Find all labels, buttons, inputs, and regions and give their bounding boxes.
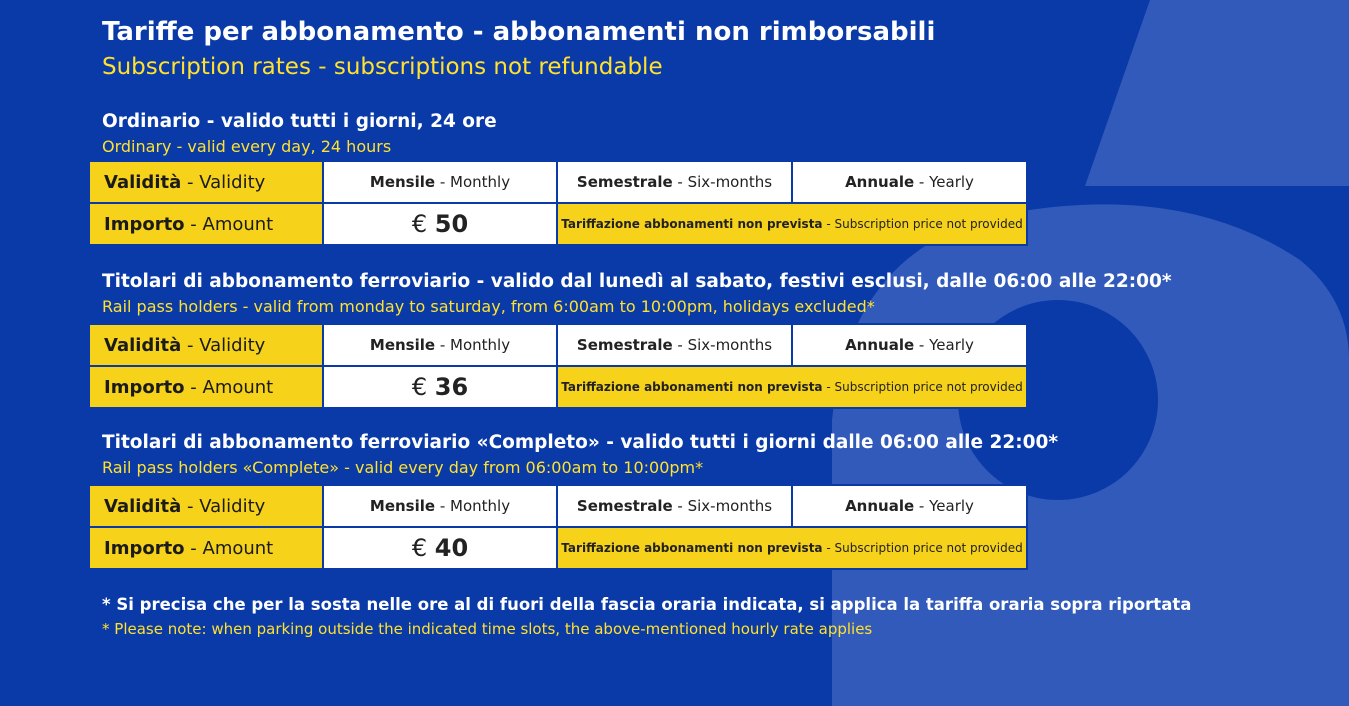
monthly-price-value: 36: [434, 373, 469, 401]
rates-table-rail-pass: [88, 323, 1028, 409]
price-not-provided-cell: Tariffazione abbonamenti non prevista - Subscription price not provided: [557, 203, 1027, 245]
validity-row: [89, 485, 1027, 527]
footer-note-english: * Please note: when parking outside the indicated time slots, the above-mentioned hourly rate applies: [102, 620, 873, 638]
monthly-price-cell: € 40: [323, 527, 557, 569]
amount-row: [89, 203, 1027, 245]
monthly-price-value: 50: [434, 210, 469, 238]
monthly-price-value: 40: [434, 534, 469, 562]
amount-label-cell: Importo - Amount: [89, 203, 323, 245]
sixmonths-header-cell: Semestrale - Six-months: [557, 161, 792, 203]
sixmonths-header-cell: Semestrale - Six-months: [557, 485, 792, 527]
section-title-rail-pass-complete: Titolari di abbonamento ferroviario «Completo» - valido tutti i giorni dalle 06:00 alle 22:00*: [102, 432, 1059, 453]
validity-row: [89, 161, 1027, 203]
amount-row: [89, 527, 1027, 569]
validity-row: [89, 324, 1027, 366]
section-title-rail-pass: Titolari di abbonamento ferroviario - valido dal lunedì al sabato, festivi esclusi, dalle 06:00 alle 22:00*: [102, 271, 1172, 292]
rates-table-rail-pass-complete: [88, 484, 1028, 570]
monthly-price-cell: € 50: [323, 203, 557, 245]
yearly-header-cell: Annuale - Yearly: [792, 161, 1027, 203]
footer-note-italian: * Si precisa che per la sosta nelle ore al di fuori della fascia oraria indicata, si applica la tariffa oraria sopra riportata: [102, 595, 1192, 614]
price-not-provided-cell: Tariffazione abbonamenti non prevista - Subscription price not provided: [557, 527, 1027, 569]
yearly-header-cell: Annuale - Yearly: [792, 324, 1027, 366]
section-subtitle-rail-pass-complete: Rail pass holders «Complete» - valid every day from 06:00am to 10:00pm*: [102, 458, 704, 477]
validity-label-cell: Validità - Validity: [89, 161, 323, 203]
monthly-header-cell: Mensile - Monthly: [323, 485, 557, 527]
monthly-header-cell: Mensile - Monthly: [323, 324, 557, 366]
monthly-header-cell: Mensile - Monthly: [323, 161, 557, 203]
page-title: Tariffe per abbonamento - abbonamenti non rimborsabili: [102, 17, 936, 47]
page-subtitle: Subscription rates - subscriptions not refundable: [102, 54, 663, 80]
amount-label-cell: Importo - Amount: [89, 527, 323, 569]
validity-label-cell: Validità - Validity: [89, 485, 323, 527]
amount-label-cell: Importo - Amount: [89, 366, 323, 408]
price-not-provided-cell: Tariffazione abbonamenti non prevista - Subscription price not provided: [557, 366, 1027, 408]
section-title-ordinary: Ordinario - valido tutti i giorni, 24 ore: [102, 111, 497, 132]
validity-label-cell: Validità - Validity: [89, 324, 323, 366]
monthly-price-cell: € 36: [323, 366, 557, 408]
section-subtitle-ordinary: Ordinary - valid every day, 24 hours: [102, 137, 392, 156]
amount-row: [89, 366, 1027, 408]
rates-table-ordinary: [88, 160, 1028, 246]
section-subtitle-rail-pass: Rail pass holders - valid from monday to saturday, from 6:00am to 10:00pm, holidays excluded*: [102, 297, 875, 316]
sixmonths-header-cell: Semestrale - Six-months: [557, 324, 792, 366]
yearly-header-cell: Annuale - Yearly: [792, 485, 1027, 527]
